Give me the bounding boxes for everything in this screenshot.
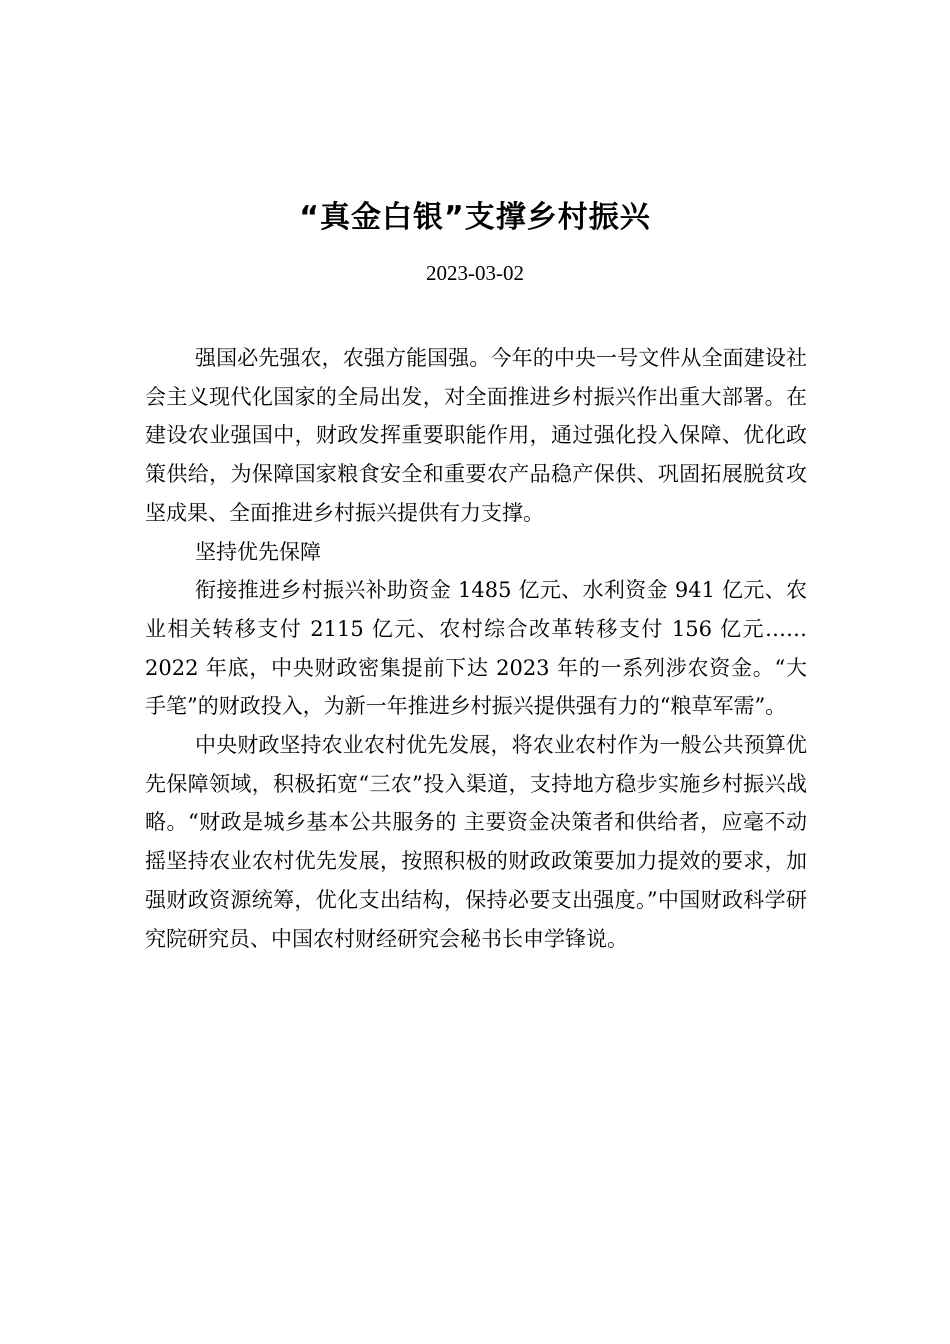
article-body <box>145 339 807 958</box>
paragraph-intro: 强国必先强农，农强方能国强。今年的中央一号文件从全面建设社会主义现代化国家的全局出发，对全面推进乡村振兴作出重大部署。在建设农业强国中，财政发挥重要职能作用，通过强化投入保障、优化政策供给，为保障国家粮食安全和重要农产品稳产保供、巩固拓展脱贫攻坚成果、全面推进乡村振兴提供有力支撑。 <box>145 346 807 525</box>
article-title: “真金白银”支撑乡村振兴 <box>299 200 651 235</box>
paragraph-priority: 中央财政坚持农业农村优先发展，将农业农村作为一般公共预算优先保障领域，积极拓宽“三农”投入渠道，支持地方稳步实施乡村振兴战略。“财政是城乡基本公共服务的 主要资金决策者和供给者，应毫不动摇坚持农业农村优先发展，按照积极的财政政策要加力提效的要求，加强财政资源统筹，优化支出结构，保持必要支出强度。”中国财政科学研 究院研究员、中国农村财经研究会秘书长申学锋说。 <box>145 733 807 951</box>
section-heading: 坚持优先保障 <box>195 539 321 564</box>
article-date: 2023-03-02 <box>426 261 524 285</box>
paragraph-funding: 衔接推进乡村振兴补助资金 1485 亿元、水利资金 941 亿元、农业相关转移支付 2115 亿元、农村综合改革转移支付 156 亿元……2022 年底，中央财政密集提前下达 2023 年的一系列涉农资金。“大手笔”的财政投入，为新一年推进乡村振兴提供强有力的“粮草军需”。 <box>145 578 807 719</box>
